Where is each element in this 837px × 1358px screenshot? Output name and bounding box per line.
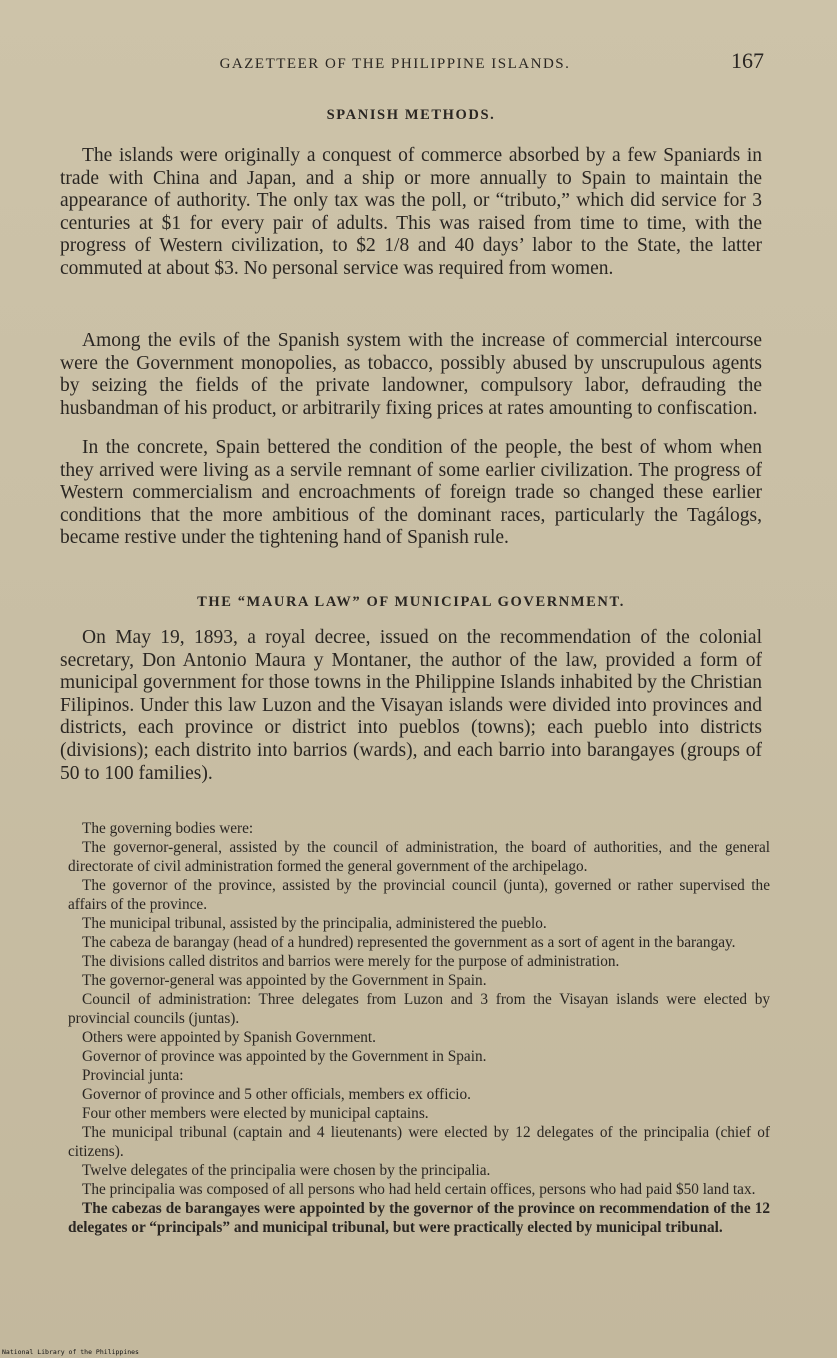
paragraph-concrete: In the concrete, Spain bettered the condition of the people, the best of whom when they arrived were living as a servile remnant of some earlier civilization. The progress of Western commercialism and encroachments of foreign trade so changed these earlier conditions that the more ambitious of the dominant races, particularly the Tagálogs, became restive under the tightening hand of Spanish rule. [60,437,762,549]
small-print-line: Governor of province was appointed by the Government in Spain. [82,1048,487,1065]
small-print-line: Twelve delegates of the principalia were chosen by the principalia. [82,1162,491,1179]
small-print-line: The cabezas de barangayes were appointed by the governor of the province on recommendation of the 12 delegates or “principals” and municipal tribunal, but were practically elected by municipal tribunal. [68,1200,770,1236]
small-print-line: The cabeza de barangay (head of a hundred) represented the government as a sort of agent in the barangay. [82,934,736,951]
small-print-line: Four other members were elected by municipal captains. [82,1105,429,1122]
small-print-line: Council of administration: Three delegates from Luzon and 3 from the Visayan islands were elected by provincial councils (juntas). [68,991,770,1027]
small-print-line: The governing bodies were: [82,820,254,837]
library-credit: National Library of the Philippines [2,1348,139,1356]
page-number: 167 [731,48,764,73]
section-heading-spanish-methods: SPANISH METHODS. [326,107,496,123]
small-print-line: The divisions called distritos and barrios were merely for the purpose of administration. [82,953,620,970]
small-print-line: The principalia was composed of all persons who had held certain offices, persons who had paid $50 land tax. [82,1181,756,1198]
paragraph-royal-decree: On May 19, 1893, a royal decree, issued on the recommendation of the colonial secretary, Don Antonio Maura y Montaner, the author of the law, provided a form of municipal government for those towns in the Philippine Islands inhabited by the Christian Filipinos. Under this law Luzon and the Visayan islands were divided into provinces and districts, each province or district into pueblos (towns); each pueblo into districts (divisions); each distrito into barrios (wards), and each barrio into barangayes (groups of 50 to 100 families). [60,627,762,784]
small-print-line: The governor-general, assisted by the council of administration, the board of authorities, and the general directorate of civil administration formed the general government of the archipelago. [68,839,770,875]
section-heading-maura-law: THE “MAURA LAW” OF MUNICIPAL GOVERNMENT. [197,594,625,610]
small-print-line: Others were appointed by Spanish Government. [82,1029,376,1046]
paragraph-conquest: The islands were originally a conquest of commerce absorbed by a few Spaniards in trade with China and Japan, and a ship or more annually to Spain to maintain the appearance of authority. The only tax was the poll, or “tributo,” which did service for 3 centuries at $1 for every pair of adults. This was raised from time to time, with the progress of Western civilization, to $2 1/8 and 40 days’ labor to the State, the latter commuted at about $3. No personal service was required from women. [60,145,762,279]
small-print-line: Governor of province and 5 other officials, members ex officio. [82,1086,471,1103]
small-print-line: Provincial junta: [82,1067,184,1084]
page-header [56,48,764,78]
small-print-line: The municipal tribunal, assisted by the principalia, administered the pueblo. [82,915,547,932]
small-print-line: The governor of the province, assisted by the provincial council (junta), governed or rather supervised the affairs of the province. [68,877,770,913]
governing-bodies-list [68,819,770,1237]
running-head: GAZETTEER OF THE PHILIPPINE ISLANDS. [219,56,571,72]
small-print-line: The municipal tribunal (captain and 4 lieutenants) were elected by 12 delegates of the principalia (chief of citizens). [68,1124,770,1160]
paragraph-evils: Among the evils of the Spanish system with the increase of commercial intercourse were the Government monopolies, as tobacco, possibly abused by unscrupulous agents by seizing the fields of the private landowner, compulsory labor, defrauding the husbandman of his product, or arbitrarily fixing prices at rates amounting to confiscation. [60,330,762,419]
small-print-line: The governor-general was appointed by the Government in Spain. [82,972,487,989]
